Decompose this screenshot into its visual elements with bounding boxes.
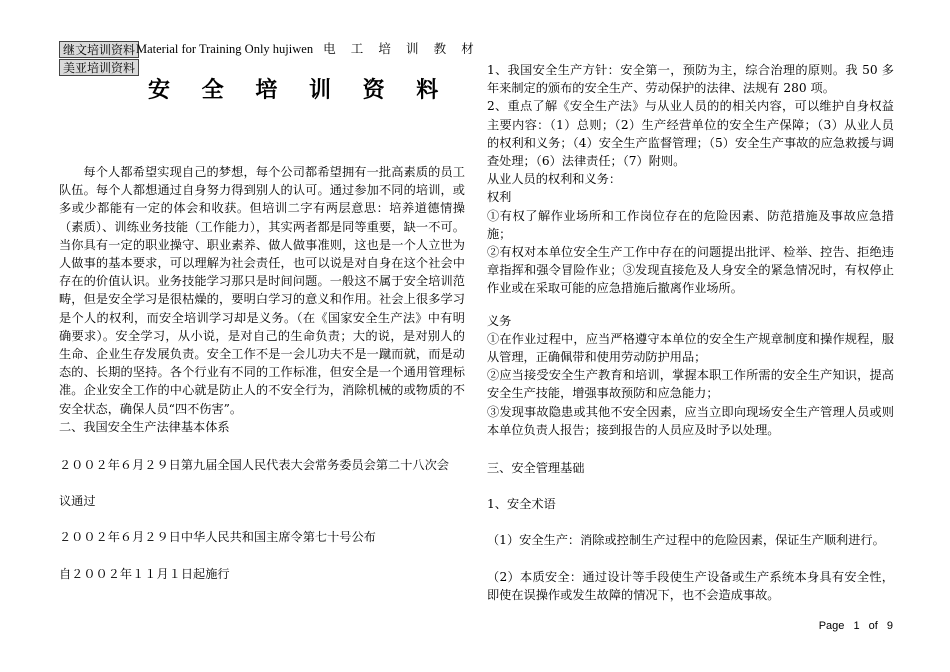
paragraph: ②有权对本单位安全生产工作中存在的问题提出批评、检举、控告、拒绝违章指挥和强令冒险作业；③发现直接危及人身安全的紧急情况时，有权停止作业或在采取可能的应急措施后撤离作业场所。 [487, 245, 894, 296]
paragraph: ①在作业过程中，应当严格遵守本单位的安全生产规章制度和操作规程，服从管理，正确佩带和使用劳动防护用品； [487, 331, 894, 365]
right-column [487, 61, 894, 604]
section-heading: 三、安全管理基础 [487, 461, 585, 476]
stamp-label: 继文培训资料 [59, 41, 139, 58]
page-title: 安 全 培 训 资 料 [148, 77, 451, 103]
paragraph: ①有权了解作业场所和工作岗位存在的危险因素、防范措施及事故应急措施； [487, 208, 894, 241]
page-header [136, 41, 480, 58]
paragraph: 从业人员的权利和义务： [487, 172, 622, 187]
stamp-label: 美亚培训资料 [59, 59, 139, 76]
left-column [59, 163, 465, 583]
header-subject: 电 工 培 训 教 材 [323, 42, 480, 56]
subheading: 1、安全术语 [487, 497, 556, 512]
paragraph: ③发现事故隐患或其他不安全因素，应当立即向现场安全生产管理人员或则本单位负责人报告；接到报告的人员应及时予以处理。 [487, 404, 894, 437]
header-material: Material for Training Only hujiwen [136, 42, 314, 56]
intro-paragraph: 每个人都希望实现自己的梦想，每个公司都希望拥有一批高素质的员工队伍。每个人都想通过自身努力得到别人的认可。通过参加不同的培训，或多或少都能有一定的体会和收获。但培训二字有两层意思：培养道德情操（素质）、训练业务技能（工作能力），其实两者都是同等重要，缺一不可。当你具有一定的职业操守、职业素养、做人做事准则，这也是一个人立世为人做事的基本要求，可以理解为社会责任，也可以说是对自身在这个社会中存在的价值认识。业务技能学习那只是时间问题。一般这不属于安全培训范畴，但是安全学习是很枯燥的，要明白学习的意义和作用。社会上很多学习是个人的权利，而安全培训学习却是义务。（在《国家安全生产法》中有明确要求）。安全学习，从小说，是对自己的生命负责；大的说，是对别人的生命、企业生存发展负责。安全工作不是一会儿功夫不是一蹴而就，而是动态的、长期的坚持。各个行业有不同的工作标准，但安全是一个通用管理标准。企业安全工作的中心就是防止人的不安全行为，消除机械的或物质的不安全状态，确保人员“四不伤害”。 [59, 165, 465, 416]
paragraph: 2、重点了解《安全生产法》与从业人员的的相关内容，可以维护自身权益主要内容：（1）总则；（2）生产经营单位的安全生产保障；（3）从业人员的权利和义务；（4）安全生产监督管理；（5）安全生产事故的应急救援与调查处理；（6）法律责任；（7）附则。 [487, 99, 894, 169]
section-heading: 二、我国安全生产法律基本体系 [59, 419, 230, 434]
paragraph: 1、我国安全生产方针：安全第一，预防为主，综合治理的原则。我 50 多年来制定的颁布的安全生产、劳动保护的法律、法规有 280 项。 [487, 63, 894, 96]
subheading: 权利 [487, 190, 512, 205]
law-date-line: ２００２年６月２９日第九届全国人民代表大会常务委员会第二十八次会 [59, 458, 449, 473]
law-date-line: 自２００２年１１月１日起施行 [59, 566, 230, 581]
law-date-line: 议通过 [59, 494, 96, 509]
paragraph: ②应当接受安全生产教育和培训，掌握本职工作所需的安全生产知识，提高安全生产技能，增强事故预防和应急能力； [487, 368, 894, 401]
paragraph: （2）本质安全：通过设计等手段使生产设备或生产系统本身具有安全性，即使在误操作或发生故障的情况下，也不会造成事故。 [487, 569, 894, 602]
paragraph: （1）安全生产：消除或控制生产过程中的危险因素，保证生产顺利进行。 [487, 533, 885, 548]
page-number: Page 1 of 9 [818, 620, 893, 632]
subheading: 义务 [487, 313, 512, 328]
law-date-line: ２００２年６月２９日中华人民共和国主席令第七十号公布 [59, 530, 376, 545]
